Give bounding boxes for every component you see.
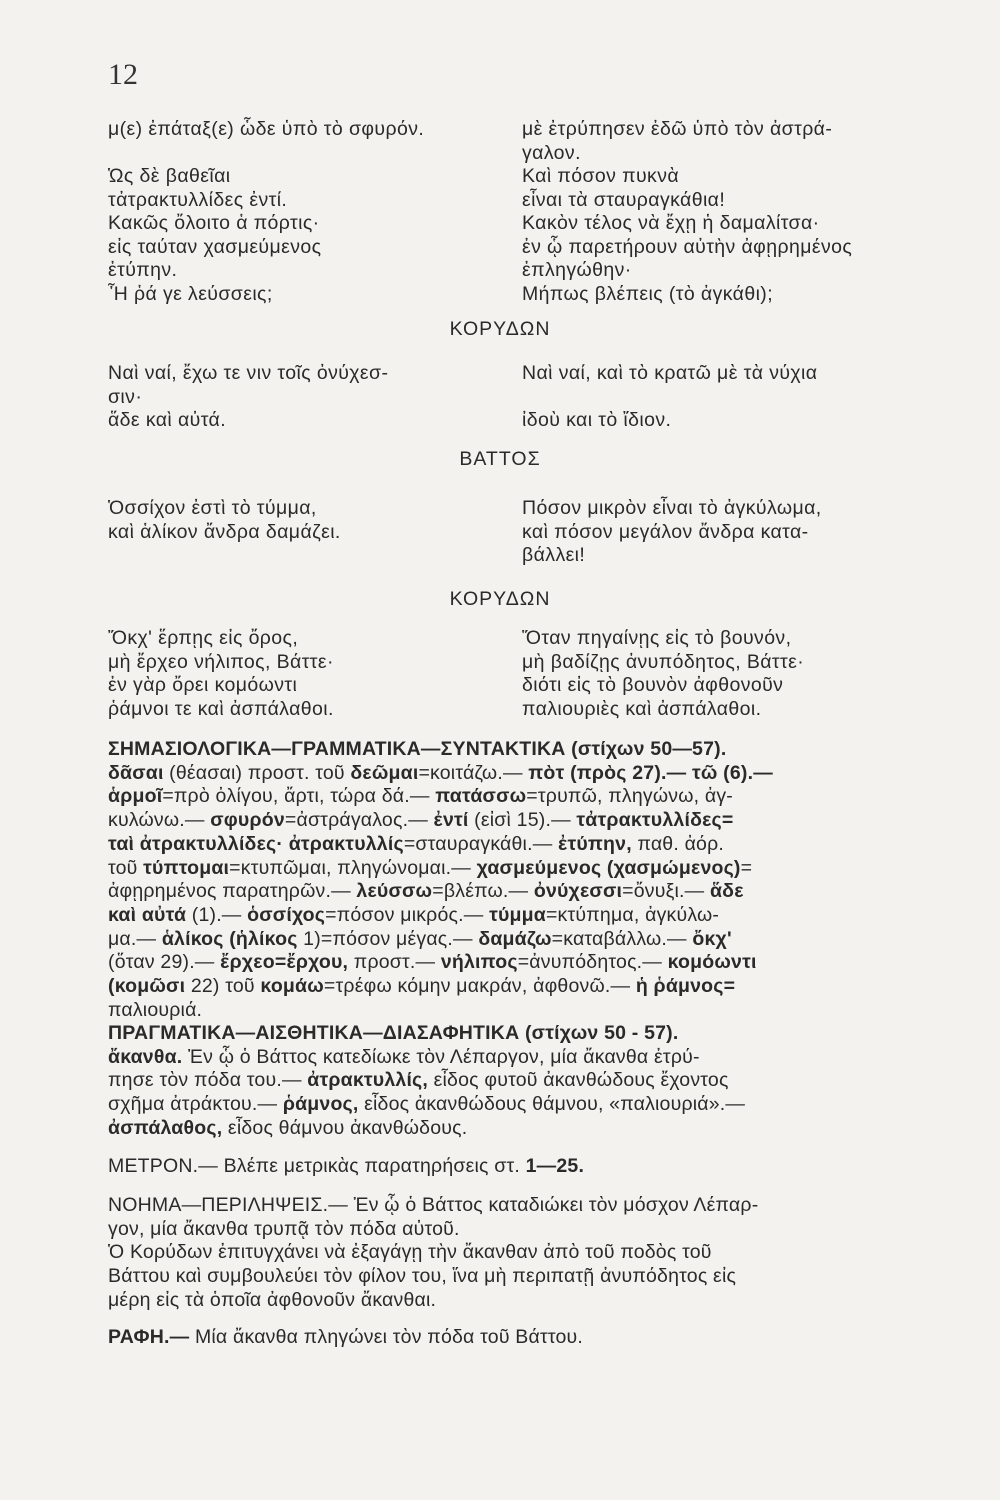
ancient-text-column <box>108 497 503 544</box>
text-run: μα.— <box>108 927 162 950</box>
term-bold: 1—25. <box>525 1155 585 1177</box>
verse-line: Ναὶ ναί, καὶ τὸ κρατῶ μὲ τὰ νύχια <box>522 362 818 384</box>
term-bold: λεύσσω <box>356 880 433 903</box>
verse-line <box>522 386 932 410</box>
section-pragmatika <box>108 1022 933 1141</box>
text-line <box>108 999 933 1023</box>
verse-line: τἀτρακτυλλίδες ἐντί. <box>108 188 288 211</box>
term-bold: σφυρόν <box>210 809 285 832</box>
text-line <box>108 880 933 904</box>
text-run: =βλέπω.— <box>432 880 534 903</box>
term-bold: ὄκχ' <box>692 927 732 950</box>
verse-line: ἐτύπην. <box>108 259 178 281</box>
speaker-name: ΒΑΤΤΟΣ <box>459 448 541 470</box>
translation-column <box>522 362 932 433</box>
verse-line: καὶ ἁλίκον ἄνδρα δαμάζει. <box>108 520 341 543</box>
verse-line: μὴ βαδίζῃς ἀνυπόδητος, Βάττε· <box>522 650 805 673</box>
ancient-text-column <box>108 627 503 721</box>
verse-line: ἐν γὰρ ὄρει κομόωντι <box>108 674 298 696</box>
term-bold: τύπτομαι <box>143 856 230 879</box>
term-bold: δεῶμαι <box>350 761 419 784</box>
text-run: 22) τοῦ <box>185 975 261 998</box>
text-line <box>108 738 933 762</box>
term-bold: πὸτ <box>528 761 565 784</box>
term-bold: ΣΗΜΑΣΙΟΛΟΓΙΚΑ—ΓΡΑΜΜΑΤΙΚΑ—ΣΥΝΤΑΚΤΙΚΑ (στίχων 50—57). <box>108 738 727 760</box>
text-run: =ἀνυπόδητος.— <box>517 951 668 974</box>
text-run: πησε τὸν πόδα του.— <box>108 1069 308 1092</box>
verse-line: Ὅταν πηγαίνῃς εἰς τὸ βουνόν, <box>522 627 792 649</box>
term-bold: ἄκανθα. <box>108 1045 183 1068</box>
term-bold: ὀνύχεσσι <box>533 880 623 903</box>
verse-line: ἅδε καὶ αὐτά. <box>108 409 227 431</box>
verse-line: ἰδοὺ και τὸ ἴδιον. <box>522 409 672 431</box>
term-bold: τἀτρακτυλλίδες= <box>576 809 734 832</box>
text-line <box>108 1194 933 1218</box>
verse-line: Πόσον μικρὸν εἶναι τὸ ἀγκύλωμα, <box>522 497 822 519</box>
verse-line: Ὡς δὲ βαθεῖαι <box>108 165 231 187</box>
term-bold: ἐτύπην, <box>558 832 632 855</box>
text-line <box>108 785 933 809</box>
text-run: εἶδος θάμνου ἀκανθώδους. <box>222 1116 468 1139</box>
term-bold: χασμεύμενος (χασμώμενος) <box>476 856 741 879</box>
text-run: κυλώνω.— <box>108 809 211 832</box>
verse-line: βάλλει! <box>522 544 586 566</box>
text-run: Ἐν ᾧ ὁ Βάττος καταδιώκει τὸν μόσχον Λέπαρ- <box>353 1194 759 1216</box>
verse-line: παλιουριὲς καὶ ἀσπάλαθοι. <box>522 697 762 720</box>
text-line <box>108 833 933 857</box>
verse-line: Ὄκχ' ἕρπῃς εἰς ὄρος, <box>108 627 299 649</box>
text-run: μέρη εἰς τὰ ὁποῖα ἀφθονοῦν ἄκανθαι. <box>108 1288 437 1311</box>
text-run: παλιουριά. <box>108 998 203 1021</box>
section-noima <box>108 1194 933 1313</box>
term-bold: ὁσσίχος <box>247 903 326 926</box>
text-run: (εἰσὶ 15).— <box>468 809 577 832</box>
text-run: =πρὸ ὀλίγου, ἄρτι, τώρα δά.— <box>162 785 436 808</box>
text-run: ἀφῃρημένος παρατηρῶν.— <box>108 880 357 903</box>
text-run: γον, μία ἄκανθα τρυπᾷ τὸν πόδα αὐτοῦ. <box>108 1217 460 1240</box>
text-run: παθ. ἀόρ. <box>631 832 725 855</box>
verse-line: σιν· <box>108 385 143 408</box>
term-bold: ἐντί <box>433 809 469 832</box>
term-bold: ῥάμνος, <box>282 1093 359 1116</box>
text-line <box>108 1289 933 1313</box>
verse-line: Ὁσσίχον ἐστὶ τὸ τύμμα, <box>108 497 317 519</box>
term-bold: ἀτρακτυλλίς, <box>307 1069 429 1092</box>
text-run: προστ.— <box>348 951 441 974</box>
term-bold: ἀσπάλαθος, <box>108 1116 223 1139</box>
text-line <box>108 762 933 786</box>
translation-column <box>522 118 932 306</box>
speaker-name: ΚΟΡΥΔΩΝ <box>449 588 551 610</box>
verse-line: ἐπληγώθην· <box>522 259 632 281</box>
term-bold: (κομῶσι <box>108 975 186 998</box>
text-run: Βάττου καὶ συμβουλεύει τὸν φίλον του, ἵνα μὴ περιπατῇ ἀνυπόδητος εἰς <box>108 1265 737 1288</box>
text-line <box>108 1241 933 1265</box>
text-line <box>108 857 933 881</box>
text-run: =καταβάλλω.— <box>551 927 693 950</box>
verse-line: Καὶ πόσον πυκνὰ <box>522 165 680 187</box>
text-run: Βλέπε μετρικὰς παρατηρήσεις στ. <box>223 1155 526 1177</box>
text-run: =τρέφω κόμην μακράν, ἀφθονῶ.— <box>323 975 636 998</box>
text-run: ΜΕΤΡΟΝ.— <box>108 1155 224 1177</box>
text-run: =ἀστράγαλος.— <box>284 809 434 832</box>
verse-line: Ἦ ῥά γε λεύσσεις; <box>108 282 273 305</box>
text-line <box>108 1046 933 1070</box>
term-bold: ἡ ῥάμνος= <box>635 975 736 998</box>
text-run: =τρυπῶ, πληγώνω, ἀγ- <box>526 785 733 808</box>
translation-column <box>522 497 932 568</box>
verse-line: εἰς ταύταν χασμεύμενος <box>108 235 322 258</box>
text-line <box>108 1265 933 1289</box>
term-bold: δᾶσαι <box>108 761 164 784</box>
text-run: (1).— <box>186 903 248 926</box>
verse-line: Κακῶς ὄλοιτο ἁ πόρτις· <box>108 212 320 234</box>
verse-line: Μήπως βλέπεις (τὸ ἀγκάθι); <box>522 282 774 305</box>
ancient-text-column <box>108 118 503 306</box>
term-bold: κομάω <box>260 975 324 998</box>
text-run: =ὄνυξι.— <box>622 880 710 903</box>
term-bold: κομόωντι <box>667 951 757 974</box>
text-line <box>108 904 933 928</box>
term-bold: ΡΑΦΗ.— <box>108 1326 195 1348</box>
text-run: (θέασαι) προστ. τοῦ <box>163 761 351 784</box>
text-line <box>108 1326 933 1350</box>
verse-line <box>108 142 503 166</box>
translation-column <box>522 627 932 721</box>
text-run: Ὁ Κορύδων ἐπιτυγχάνει νὰ ἐξαγάγῃ τὴν ἄκανθαν ἀπὸ τοῦ ποδὸς τοῦ <box>108 1241 712 1264</box>
verse-line: διότι εἰς τὸ βουνὸν ἀφθονοῦν <box>522 674 784 696</box>
term-bold: (6).— <box>717 761 773 784</box>
verse-line: ῥάμνοι τε καὶ ἀσπάλαθοι. <box>108 697 334 720</box>
text-line <box>108 1155 933 1179</box>
verse-line: Κακὸν τέλος νὰ ἔχῃ ἡ δαμαλίτσα· <box>522 212 820 234</box>
section-semasiology <box>108 738 933 1022</box>
text-run: =κτύπημα, ἀγκύλω- <box>545 903 720 926</box>
term-bold: ἁρμοῖ <box>108 785 163 808</box>
verse-line: μὲ ἐτρύπησεν ἐδῶ ὑπὸ τὸν ἀστρά- <box>522 118 833 140</box>
text-run: =κτυπῶμαι, πληγώνομαι.— <box>229 856 477 879</box>
term-bold: τύμμα <box>489 903 546 926</box>
text-run: Μία ἄκανθα πληγώνει τὸν πόδα τοῦ Βάττου. <box>194 1326 584 1348</box>
text-line <box>108 1022 933 1046</box>
verse-line: εἶναι τὰ σταυραγκάθια! <box>522 188 726 211</box>
term-bold: (πρὸς 27).— τῶ <box>570 761 718 784</box>
text-run: εἶδος ἀκανθώδους θάμνου, «παλιουριά».— <box>358 1093 746 1116</box>
term-bold: ἁλίκος (ἡλίκος <box>161 927 298 950</box>
verse-line: γαλον. <box>522 141 581 164</box>
ancient-text-column <box>108 362 503 433</box>
term-bold: ταὶ ἀτρακτυλλίδες· ἀτρακτυλλίς <box>108 832 404 855</box>
speaker-name: ΚΟΡΥΔΩΝ <box>449 318 551 340</box>
term-bold: ἔρχεο=ἔρχου, <box>220 951 349 974</box>
verse-line: καὶ πόσον μεγάλον ἄνδρα κατα- <box>522 520 809 543</box>
text-line <box>108 1117 933 1141</box>
section-rafi <box>108 1326 933 1350</box>
page-number: 12 <box>108 58 138 91</box>
term-bold: ἅδε <box>709 880 744 903</box>
text-run: Ἐν ᾧ ὁ Βάττος κατεδίωκε τὸν Λέπαργον, μία ἄκανθα ἐτρύ- <box>182 1045 700 1068</box>
text-run: = <box>740 856 753 879</box>
verse-line: μ(ε) ἐπάταξ(ε) ὧδε ὑπὸ τὸ σφυρόν. <box>108 118 425 140</box>
verse-line: ἐν ᾧ παρετήρουν αὐτὴν ἀφῃρημένος <box>522 235 853 258</box>
term-bold: ΠΡΑΓΜΑΤΙΚΑ—ΑΙΣΘΗΤΙΚΑ—ΔΙΑΣΑΦΗΤΙΚΑ (στίχων 50 - 57). <box>108 1022 679 1044</box>
text-line <box>108 1218 933 1242</box>
term-bold: νήλιπος <box>440 951 518 974</box>
text-run: =κοιτάζω.— <box>418 761 529 784</box>
term-bold: καὶ αὐτά <box>108 903 187 926</box>
term-bold: πατάσσω <box>435 785 527 808</box>
text-run: ΝΟΗΜΑ—ΠΕΡΙΛΗΨΕΙΣ.— <box>108 1194 354 1216</box>
text-line <box>108 975 933 999</box>
text-line <box>108 951 933 975</box>
text-run: (ὅταν 29).— <box>108 951 221 974</box>
verse-line: Ναὶ ναί, ἔχω τε νιν τοῖς ὀνύχεσ- <box>108 362 389 384</box>
text-run: =πόσον μικρός.— <box>325 903 490 926</box>
text-run: εἶδος φυτοῦ ἀκανθώδους ἔχοντος <box>428 1069 729 1092</box>
text-line <box>108 1093 933 1117</box>
text-line <box>108 1069 933 1093</box>
term-bold: δαμάζω <box>478 927 552 950</box>
verse-line: μὴ ἔρχεο νήλιπος, Βάττε· <box>108 650 334 673</box>
text-run: τοῦ <box>108 856 144 879</box>
text-line <box>108 928 933 952</box>
section-metron <box>108 1155 933 1179</box>
text-run: σχῆμα ἀτράκτου.— <box>108 1093 283 1116</box>
text-run: =σταυραγκάθι.— <box>403 832 559 855</box>
text-line <box>108 809 933 833</box>
text-run: 1)=πόσον μέγας.— <box>297 927 479 950</box>
